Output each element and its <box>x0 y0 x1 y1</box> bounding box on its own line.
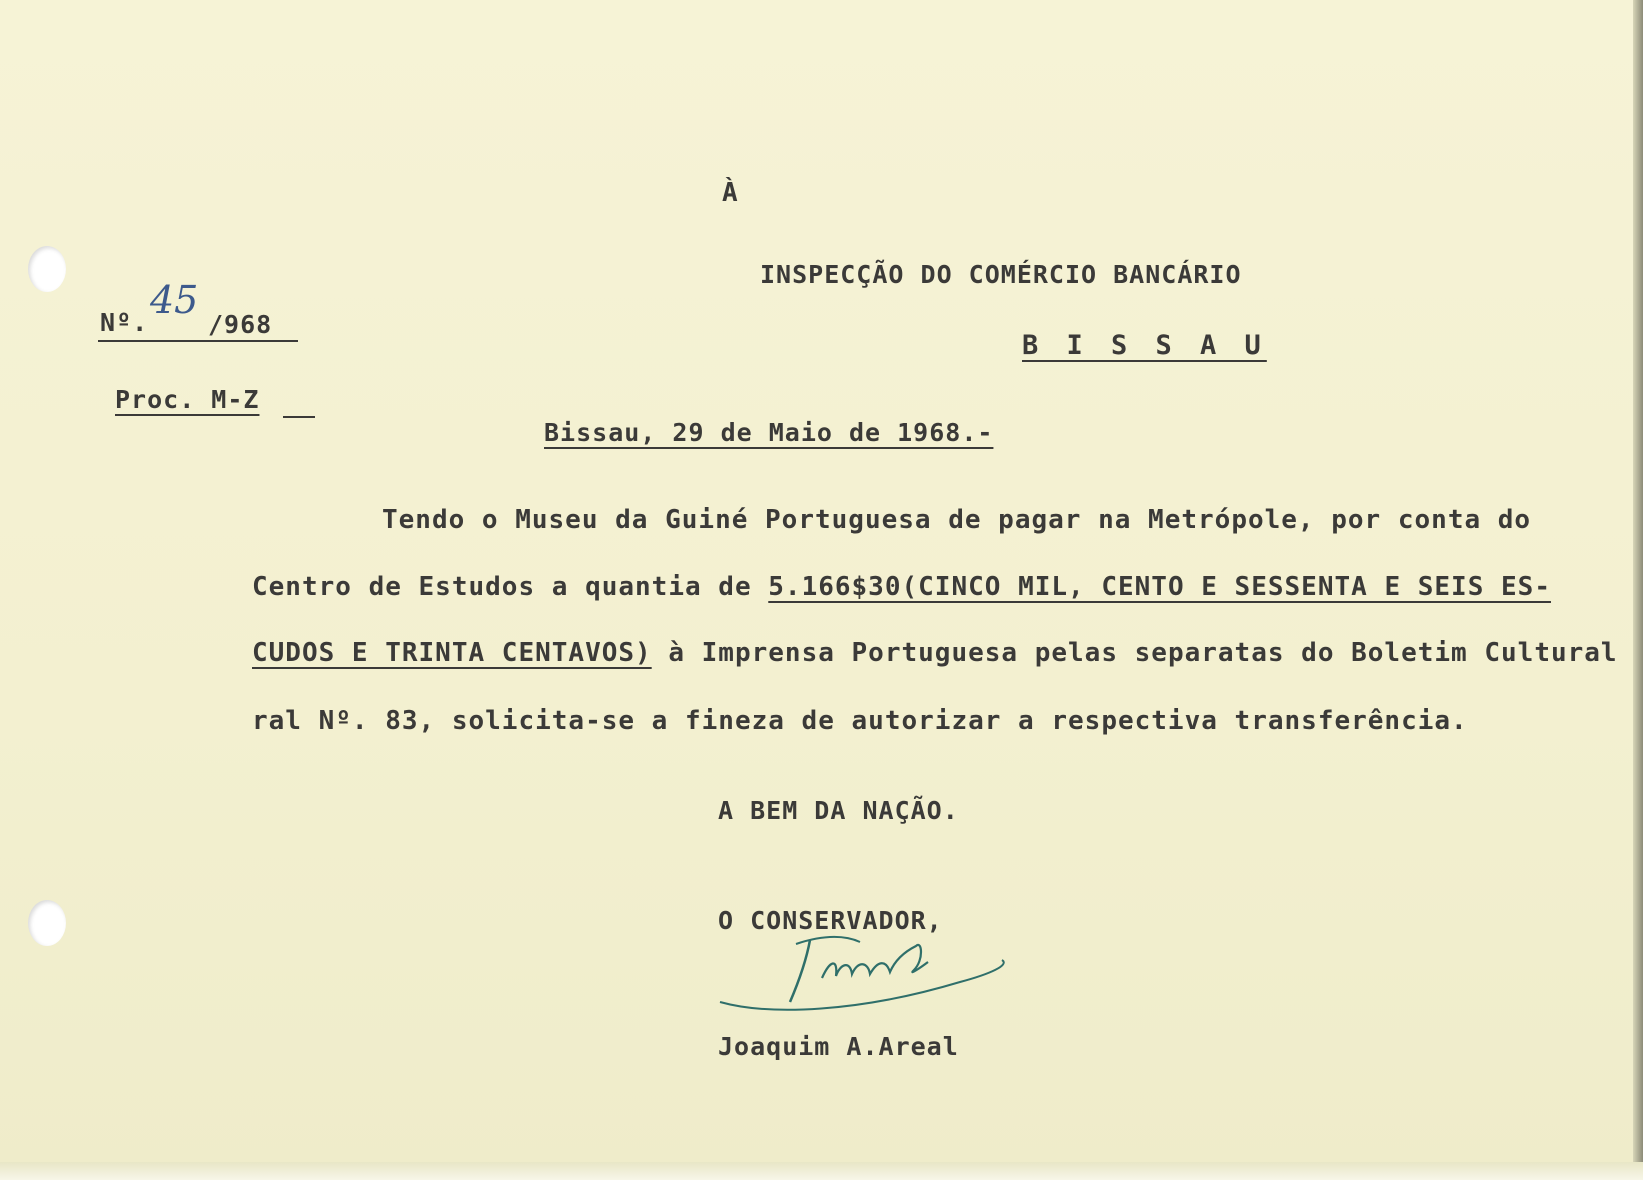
body-line-2-start: Centro de Estudos a quantia de <box>252 572 769 602</box>
reference-prefix: Nº. <box>100 308 149 337</box>
punch-hole-top <box>28 246 66 292</box>
body-line-3-end: à Imprensa Portuguesa pelas separatas do Boletim Cultural <box>651 638 1618 668</box>
recipient-name: INSPECÇÃO DO COMÉRCIO BANCÁRIO <box>760 260 1242 289</box>
signature-flourish <box>720 960 1004 1010</box>
process-dash <box>283 416 315 418</box>
page-edge-right <box>1633 0 1643 1180</box>
signature-stroke-name <box>822 945 928 978</box>
closing-salutation: A BEM DA NAÇÃO. <box>718 796 959 825</box>
a-mark: À <box>722 178 739 208</box>
document-date-text: Bissau, 29 de Maio de 1968.- <box>544 418 994 447</box>
body-line-2 <box>252 572 1551 602</box>
process-reference: Proc. M-Z <box>115 385 260 414</box>
signatory-title: O CONSERVADOR, <box>718 906 943 935</box>
body-line-4: ral Nº. 83, solicita-se a fineza de autorizar a respectiva transferência. <box>252 706 1468 736</box>
page-edge-bottom <box>0 1162 1643 1180</box>
document-date <box>544 418 993 447</box>
reference-underline <box>98 340 298 342</box>
amount-text: 5.166$30(CINCO MIL, CENTO E SESSENTA E SEIS ES- <box>768 572 1551 602</box>
handwritten-signature <box>710 920 1030 1040</box>
amount-text-continued: CUDOS E TRINTA CENTAVOS) <box>252 638 652 668</box>
signatory-name: Joaquim A.Areal <box>718 1032 959 1061</box>
punch-hole-bottom <box>28 900 66 946</box>
recipient-city: B I S S A U <box>1022 330 1267 361</box>
reference-suffix: /968 <box>208 310 273 339</box>
signature-stroke-top <box>796 937 860 944</box>
signature-stroke-j <box>790 940 810 1002</box>
body-line-1: Tendo o Museu da Guiné Portuguesa de pagar na Metrópole, por conta do <box>382 505 1532 535</box>
body-line-3 <box>252 638 1618 668</box>
reference-handwritten-number: 45 <box>150 278 199 322</box>
